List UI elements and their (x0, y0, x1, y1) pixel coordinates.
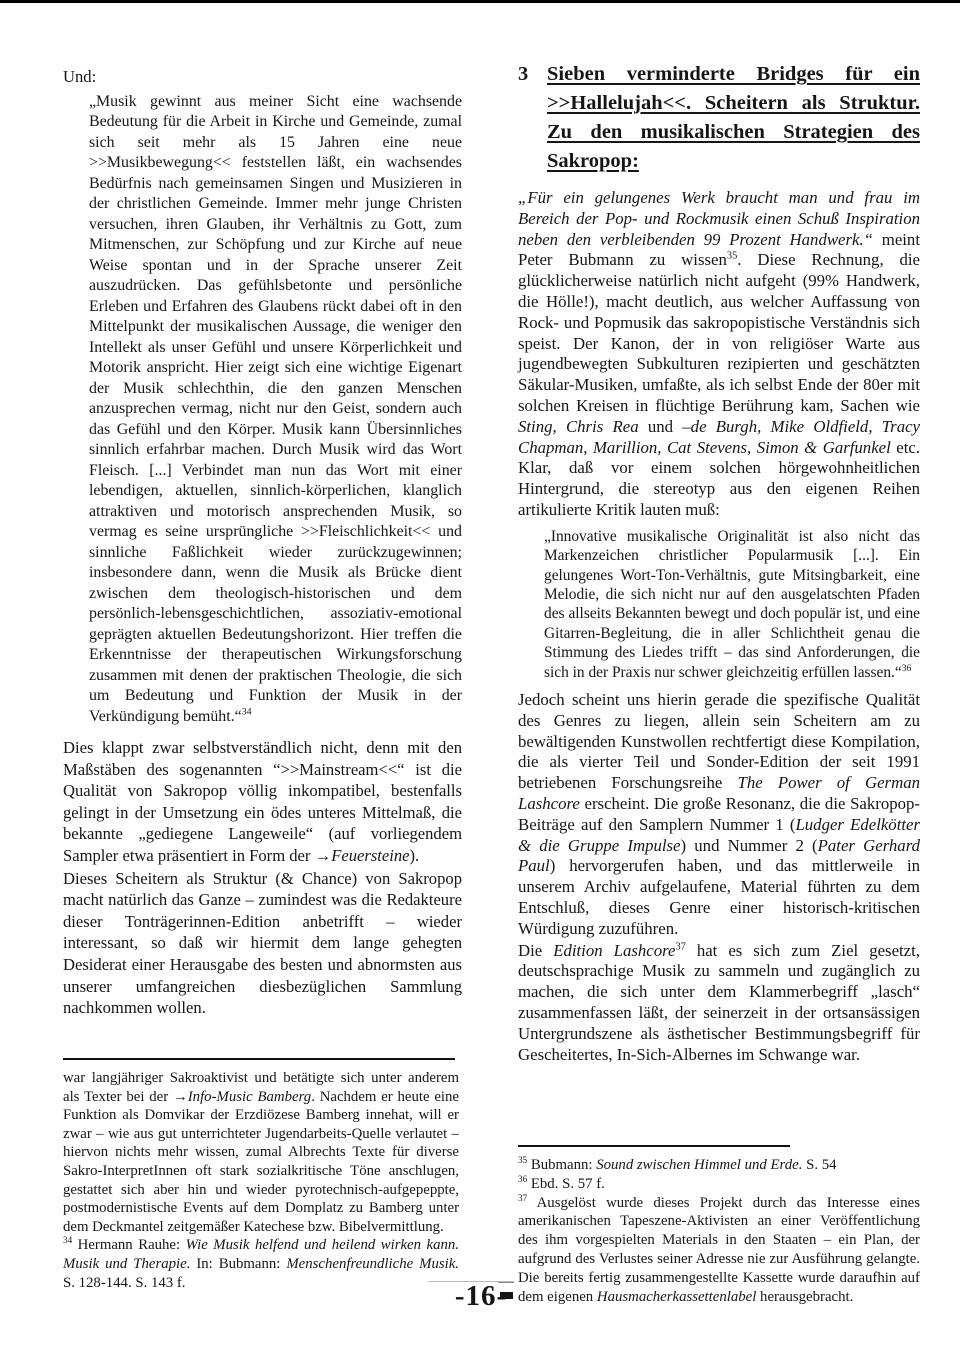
intro-label: Und: (63, 67, 97, 86)
left-footnote-rule (63, 1058, 455, 1060)
footnote-37: $^{37}$ Ausgelöst wurde dieses Projekt durch das Interesse eines amerikanischen Tapeszene-Aktivisten an einer Veröffentlichung des ihm vorgespielten Materials in den Staaten – ein Plan, der aufgrund des Verlustes seiner Adresse nie zur Ausführung gelangte. Die bereits fertig zusammengestellte Kassette wurde daraufhin auf dem eigenen Hausmacherkassettenlabel herausgebracht. (518, 1192, 920, 1305)
footnote-continuation: war langjähriger Sakroaktivist und betätigte sich unter anderem als Texter bei der →Info-Music Bamberg. Nachdem er heute eine Funktion als Domvikar der Erzdiözese Bamberg innehat, will er zwar – wie aus gut unterrichteter Jugendarbeits-Quelle verlautet – hiervon nichts mehr wissen, zumal Albrechts Texte für diverse Sakro-InterpretInnen oft stark sozialkritische Töne anschlugen, gestattet sich aber hin und wieder pyrotechnisch-aufgepeppte, postmodernistische Events auf dem Domplatz zu Bamberg unter dem Deckmantel zeitgemäßer Katechese bzw. Bibelvermittlung. (63, 1070, 459, 1235)
left-paragraph-2: Dieses Scheitern als Struktur (& Chance) von Sakropop macht natürlich das Ganze – zumindest was die Redakteure dieser Tonträgerinnen-Edition anbetrifft – wieder interessant, so daß wir hiermit dem lange gehegten Desiderat einer Herausgabe des besten und abnormsten aus unserer umfangreichen diesbezüglichen Sammlung nachkommen wollen. (63, 868, 462, 1018)
section-title: Sieben verminderte Bridges für ein >>Hallelujah<<. Scheitern als Struktur. Zu den musikalischen Strategien des Sakropop: (547, 63, 920, 172)
right-column (518, 60, 920, 1065)
right-paragraph-3: Die Edition Lashcore$^{37}$ hat es sich zum Ziel gesetzt, deutschsprachige Musik zu sammeln und zugänglich zu machen, die sich unter dem Klammerbegriff „lasch“ zusammenfassen läßt, der seinerzeit in der ortsansässigen Untergrundszene als ästhetischer Bestimmungsbegriff für Gescheitertes, In-Sich-Albernes im Schwange war. (518, 940, 920, 1064)
left-footnote-section (63, 1058, 459, 1292)
left-paragraph-1: Dies klappt zwar selbstverständlich nicht, denn mit den Maßstäben des sogenannten “>>Mainstream<<“ ist die Qualität von Sakropop völlig inkompatibel, bestenfalls gelingt in der Umsetzung ein ödes unteres Mittelmaß, die bekannte „gediegene Langeweile“ (auf vorliegendem Sampler etwa präsentiert in Form der →Feuersteine). (63, 738, 462, 866)
right-paragraph-1: „Für ein gelungenes Werk braucht man und frau im Bereich der Pop- und Rockmusik einen Schuß Inspiration neben den verbleibenden 99 Prozent Handwerk.“ meint Peter Bubmann zu wissen$^{35}$. Diese Rechnung, die glücklicherweise natürlich nicht aufgeht (99% Handwerk, die Hölle!), macht deutlich, aus welcher Auffassung von Rock- und Popmusik das sakropopistische Verständnis sich speist. Der Kanon, der in von religiöser Warte aus jugendbewegten Subkulturen rezipierten und geschätzten Säkular-Musiken, umfaßte, als ich selbst Ende der 80er mit solchen Kreisen in flüchtige Berührung kam, Sachen wie Sting, Chris Rea und –de Burgh, Mike Oldfield, Tracy Chapman, Marillion, Cat Stevens, Simon & Garfunkel etc. Klar, daß vor einem solchen hörgewohnheitlichen Hintergrund, die stereotyp aus den eigenen Reihen artikulierte Kritik lauten muß: (518, 188, 921, 519)
right-footnote-section (518, 1145, 920, 1306)
right-block-quote: „Innovative musikalische Originalität ist also nicht das Markenzeichen christlicher Popularmusik [...]. Ein gelungenes Wort-Ton-Verhältnis, gute Mitsingbarkeit, eine Melodie, die sich nicht nur auf den ausgelatschten Pfaden des allseits Bekannten bewegt und doch populär ist, und eine Gitarren-Begleitung, die in aller Schlichtheit genau die Stimmung des Liedes trifft – das sind Anforderungen, die sich in der Praxis nur schwer gleichzeitig erfüllen lassen.“$^{36}$ (544, 527, 920, 681)
right-paragraph-2: Jedoch scheint uns hierin gerade die spezifische Qualität des Genres zu liegen, allein sein Scheitern am zu bewältigenden Kunstwollen rechtfertigt diese Kompilation, die als vierter Teil und Sonder-Edition der seit 1991 betriebenen Forschungsreihe The Power of German Lashcore erscheint. Die große Resonanz, die die Sakropop-Beiträge auf den Samplern Nummer 1 (Ludger Edelkötter & die Gruppe Impulse) und Nummer 2 (Pater Gerhard Paul) hervorgerufen haben, und das mittlerweile in unserem Archiv aufgelaufene, Material führten zu dem Entschluß, dieses Genre einer historisch-kritischen Würdigung zuzuführen. (518, 690, 920, 938)
section-heading (518, 60, 920, 176)
page-number: -16- (454, 1280, 508, 1312)
footnote-34: $^{34}$ Hermann Rauhe: Wie Musik helfend und heilend wirken kann. Musik und Therapie. In: Bubmann: Menschenfreundliche Musik. S. 128-144. S. 143 f. (63, 1235, 459, 1291)
scan-top-border (0, 0, 960, 3)
section-number: 3 (518, 63, 529, 85)
left-column (63, 66, 462, 1019)
footnote-35: $^{35}$ Bubmann: Sound zwischen Himmel und Erde. S. 54 (518, 1155, 837, 1173)
left-block-quote: „Musik gewinnt aus meiner Sicht eine wachsende Bedeutung für die Arbeit in Kirche und Gemeinde, zumal sich seit mehr als 15 Jahren eine neue >>Musikbewegung<< feststellen läßt, ein wachsendes Bedürfnis nach gemeinsamen Singen und Musizieren in der christlichen Gemeinde. Immer mehr junge Christen versuchen, ihren Glauben, ihr Verhältnis zu Gott, zum Mitmenschen, zur Schöpfung und zur Kirche auf neue Weise spontan und in der Sprache unserer Zeit auszudrücken. Das gefühlsbetonte und persönliche Erleben und Erfahren des Glaubens rückt dabei oft in den Mittelpunkt der musikalischen Aussage, die weniger den Intellekt als unser Gefühl und unsere Körperlichkeit und Motorik anspricht. Hier zeigt sich eine wichtige Eigenart der Musik schlechthin, die den ganzen Menschen anzusprechen vermag, nicht nur den Geist, sondern auch das Gefühl und den Körper. Musik kann Übersinnliches sinnlich erfahrbar machen. Durch Musik wird das Wort Fleisch. [...] Verbindet man nun das Wort mit einer lebendigen, aktuellen, sinnlich-körperlichen, klanglich attraktiven und motorisch ansprechenden Musik, so vermag es seine ursprüngliche >>Fleischlichkeit<< und sinnliche Faßlichkeit wieder zurückzugewinnen; insbesondere dann, wenn die Musik als Brücke dient zwischen dem theologisch-historischen und dem persönlich-lebensgeschichtlichen, assoziativ-emotional geprägten aktuellen Bedeutungshorizont. Hier treffen die Erkenntnisse der therapeutischen Wirkungsforschung zusammen mit denen der praktischen Theologie, die sich um Bedeutung und Funktion der Musik in der Verkündigung bemüht.“$^{34}$ (89, 92, 462, 725)
footnote-36: $^{36}$ Ebd. S. 57 f. (518, 1173, 605, 1192)
right-footnote-rule (518, 1145, 790, 1147)
